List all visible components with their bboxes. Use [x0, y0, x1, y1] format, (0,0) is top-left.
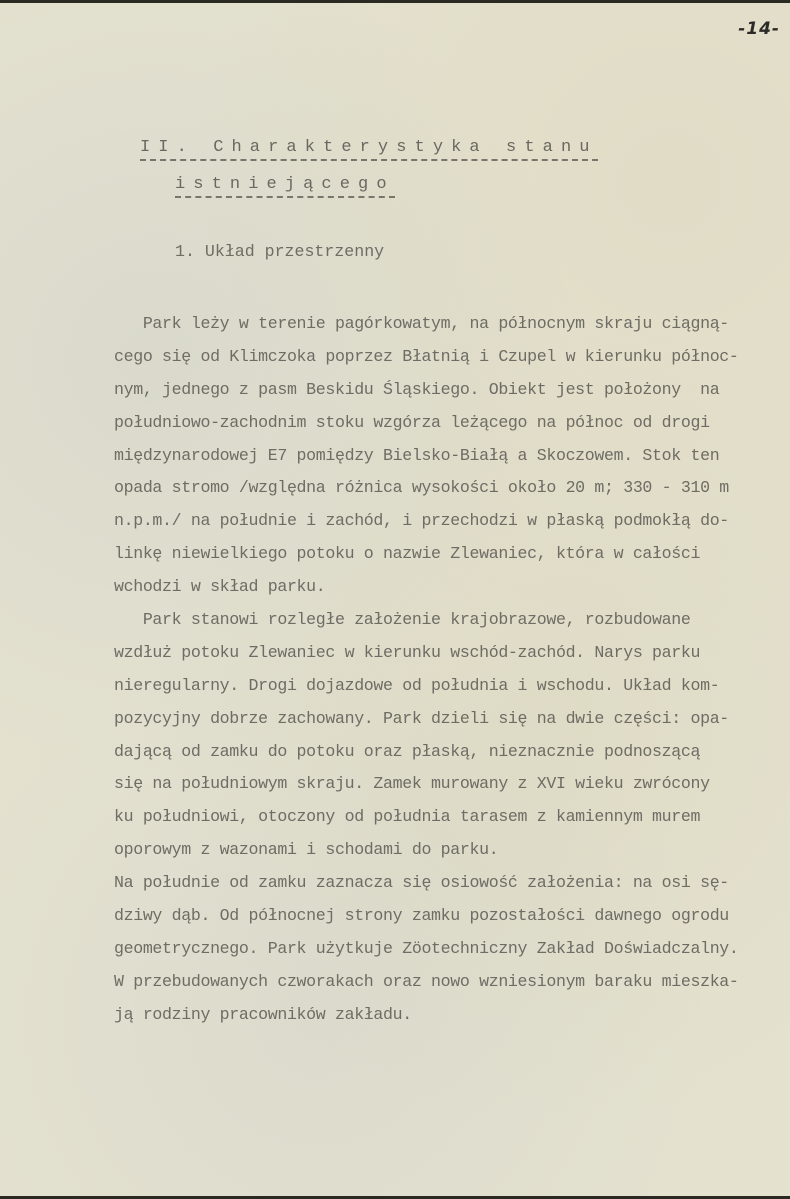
- document-page: [0, 3, 790, 1196]
- text-line: n.p.m./ na południe i zachód, i przechodzi w płaską podmokłą do-: [114, 511, 729, 531]
- text-line: się na południowym skraju. Zamek murowany z XVI wieku zwrócony: [114, 774, 710, 794]
- page-number: -14-: [738, 19, 780, 39]
- text-line: dającą od zamku do potoku oraz płaską, nieznacznie podnoszącą: [114, 741, 701, 761]
- chapter-title-line-2: istniejącego: [175, 175, 395, 198]
- text-line: pozycyjny dobrze zachowany. Park dzieli się na dwie części: opa-: [114, 708, 729, 728]
- text-line: wchodzi w skład parku.: [114, 577, 326, 597]
- chapter-title-line-1: II. Charakterystyka stanu: [140, 138, 598, 161]
- text-line: dziwy dąb. Od północnej strony zamku pozostałości dawnego ogrodu: [114, 906, 729, 926]
- text-line: wzdłuż potoku Zlewaniec w kierunku wschód-zachód. Narys parku: [114, 642, 701, 662]
- text-line: ku południowi, otoczony od południa tarasem z kamiennym murem: [114, 807, 701, 827]
- text-line: nieregularny. Drogi dojazdowe od południa i wschodu. Układ kom-: [114, 675, 720, 695]
- text-line: Park stanowi rozległe założenie krajobrazowe, rozbudowane: [114, 610, 691, 630]
- text-line: Park leży w terenie pagórkowatym, na północnym skraju ciągną-: [114, 314, 729, 333]
- text-line: geometrycznego. Park użytkuje Zöotechniczny Zakład Doświadczalny.: [114, 938, 739, 958]
- text-line: linkę niewielkiego potoku o nazwie Zlewaniec, która w całości: [114, 544, 701, 564]
- body-text: [114, 308, 774, 1032]
- section-heading: 1. Układ przestrzenny: [175, 242, 385, 261]
- text-line: ją rodziny pracowników zakładu.: [114, 1004, 412, 1024]
- text-line: opada stromo /względna różnica wysokości około 20 m; 330 - 310 m: [114, 478, 729, 498]
- text-line: nym, jednego z pasm Beskidu Śląskiego. Obiekt jest położony na: [114, 379, 720, 399]
- text-line: międzynarodowej E7 pomiędzy Bielsko-Białą a Skoczowem. Stok ten: [114, 445, 720, 465]
- text-line: cego się od Klimczoka poprzez Błatnią i Czupel w kierunku północ-: [114, 346, 739, 366]
- text-line: W przebudowanych czworakach oraz nowo wzniesionym baraku mieszka-: [114, 971, 739, 991]
- text-line: Na południe od zamku zaznacza się osiowość założenia: na osi sę-: [114, 873, 729, 893]
- text-line: oporowym z wazonami i schodami do parku.: [114, 840, 499, 860]
- text-line: południowo-zachodnim stoku wzgórza leżącego na północ od drogi: [114, 412, 710, 432]
